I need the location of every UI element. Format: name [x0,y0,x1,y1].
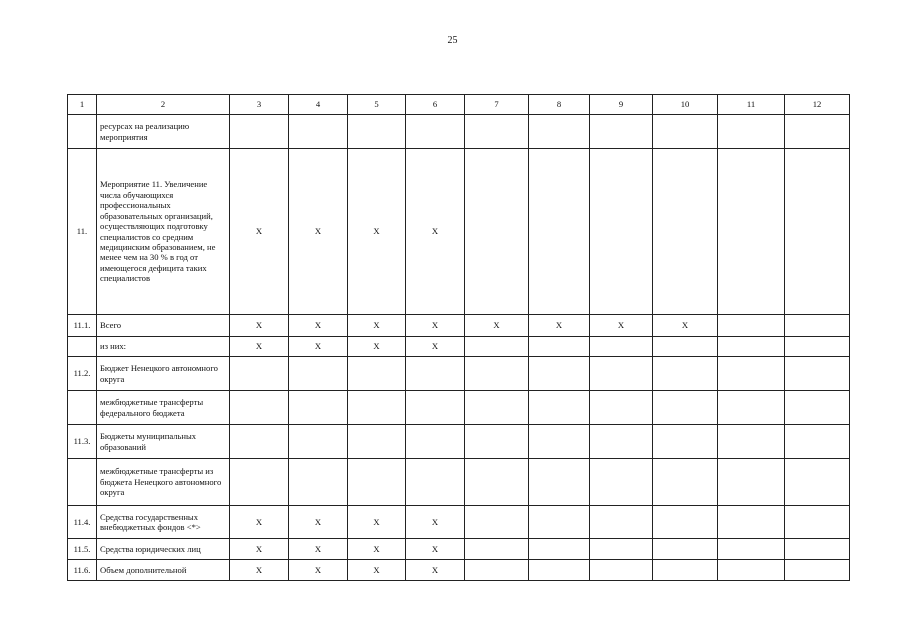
row-value: X [406,560,465,581]
row-value [718,459,785,506]
row-value [406,115,465,149]
row-value [785,425,850,459]
column-header-10: 10 [653,95,718,115]
row-value [590,425,653,459]
row-value [529,115,590,149]
row-value [590,149,653,315]
row-value [465,560,529,581]
row-value: X [289,506,348,539]
row-value [718,391,785,425]
row-value [289,115,348,149]
row-value [529,337,590,357]
row-name: межбюджетные трансферты федерального бюджета [97,391,230,425]
row-value [785,539,850,560]
row-value [718,425,785,459]
row-name: Мероприятие 11. Увеличение числа обучающихся профессиональных образовательных организаций, осуществляющих подготовку специалистов со средним медицинским образованием, не менее чем на 30 % в год от имеющегося дефицита таких специалистов [97,149,230,315]
row-value [718,506,785,539]
row-value: X [348,539,406,560]
row-value: X [289,315,348,337]
table-row [68,539,850,560]
row-value: X [590,315,653,337]
row-number: 11.5. [68,539,97,560]
row-number [68,337,97,357]
row-value [465,539,529,560]
row-value [653,425,718,459]
table-body [68,95,850,581]
column-header-11: 11 [718,95,785,115]
row-value [230,425,289,459]
column-header-4: 4 [289,95,348,115]
row-value [718,357,785,391]
row-value [653,391,718,425]
row-value [590,115,653,149]
row-value: X [230,506,289,539]
row-value [465,337,529,357]
row-value [230,459,289,506]
row-number [68,115,97,149]
row-value: X [406,506,465,539]
row-value [406,391,465,425]
table-row [68,560,850,581]
row-value: X [348,337,406,357]
row-value [465,459,529,506]
row-value [465,425,529,459]
row-value: X [348,560,406,581]
row-value: X [348,506,406,539]
row-value [590,357,653,391]
row-value [785,459,850,506]
row-value [590,506,653,539]
row-value [406,459,465,506]
column-header-3: 3 [230,95,289,115]
row-value [348,459,406,506]
row-value [785,357,850,391]
table-row [68,425,850,459]
row-name: из них: [97,337,230,357]
row-value [653,115,718,149]
row-value [348,391,406,425]
row-value [653,459,718,506]
column-header-2: 2 [97,95,230,115]
column-header-7: 7 [465,95,529,115]
row-value [348,425,406,459]
table-row [68,337,850,357]
row-value [529,391,590,425]
row-value [529,539,590,560]
row-value: X [289,149,348,315]
row-value [230,391,289,425]
table-row [68,315,850,337]
row-value [718,149,785,315]
row-number: 11.4. [68,506,97,539]
row-value [785,391,850,425]
row-value [529,459,590,506]
row-value [406,425,465,459]
row-value [785,506,850,539]
row-value [718,337,785,357]
row-value [590,560,653,581]
row-value: X [348,149,406,315]
column-header-9: 9 [590,95,653,115]
row-value [590,459,653,506]
row-value [289,425,348,459]
row-value [785,149,850,315]
header-row [68,95,850,115]
row-name: Средства юридических лиц [97,539,230,560]
row-value [590,391,653,425]
row-name: Бюджеты муниципальных образований [97,425,230,459]
row-value [653,539,718,560]
row-value [529,560,590,581]
row-value: X [653,315,718,337]
row-value [289,357,348,391]
row-value: X [289,560,348,581]
row-value: X [406,539,465,560]
row-value [718,315,785,337]
row-value [406,357,465,391]
row-value [289,391,348,425]
row-value [465,357,529,391]
row-value [718,115,785,149]
row-number [68,459,97,506]
row-value [590,337,653,357]
row-number: 11.2. [68,357,97,391]
row-name: Средства государственных внебюджетных фондов <*> [97,506,230,539]
page-number: 25 [447,35,458,46]
row-value [289,459,348,506]
row-name: межбюджетные трансферты из бюджета Ненецкого автономного округа [97,459,230,506]
row-value: X [230,149,289,315]
row-value: X [230,560,289,581]
row-value [465,391,529,425]
column-header-1: 1 [68,95,97,115]
row-value: X [406,149,465,315]
column-header-5: 5 [348,95,406,115]
row-value [465,506,529,539]
row-value [718,560,785,581]
row-value [529,357,590,391]
row-value [653,337,718,357]
row-value: X [465,315,529,337]
row-value [653,560,718,581]
row-number: 11.3. [68,425,97,459]
row-number: 11.1. [68,315,97,337]
row-value [653,506,718,539]
table-row [68,115,850,149]
table-row [68,459,850,506]
row-value [653,357,718,391]
table-row [68,506,850,539]
table-row [68,357,850,391]
table-row [68,149,850,315]
row-value: X [406,315,465,337]
row-value: X [406,337,465,357]
row-value: X [348,315,406,337]
row-value [653,149,718,315]
row-value: X [529,315,590,337]
row-value: X [289,539,348,560]
row-value [348,115,406,149]
row-value: X [230,539,289,560]
row-name: Объем дополнительной [97,560,230,581]
table-row [68,391,850,425]
row-name: ресурсах на реализацию мероприятия [97,115,230,149]
row-number [68,391,97,425]
row-value [465,149,529,315]
row-value [230,357,289,391]
row-value: X [230,337,289,357]
row-value [785,560,850,581]
row-value [529,149,590,315]
row-value [785,337,850,357]
row-value [465,115,529,149]
row-value [529,425,590,459]
row-value [230,115,289,149]
column-header-6: 6 [406,95,465,115]
row-number: 11.6. [68,560,97,581]
row-value [785,115,850,149]
row-value: X [230,315,289,337]
row-number: 11. [68,149,97,315]
row-value [348,357,406,391]
row-value: X [289,337,348,357]
row-name: Бюджет Ненецкого автономного округа [97,357,230,391]
column-header-12: 12 [785,95,850,115]
row-value [718,539,785,560]
budget-table [67,94,850,581]
row-value [785,315,850,337]
row-value [590,539,653,560]
row-name: Всего [97,315,230,337]
row-value [529,506,590,539]
column-header-8: 8 [529,95,590,115]
